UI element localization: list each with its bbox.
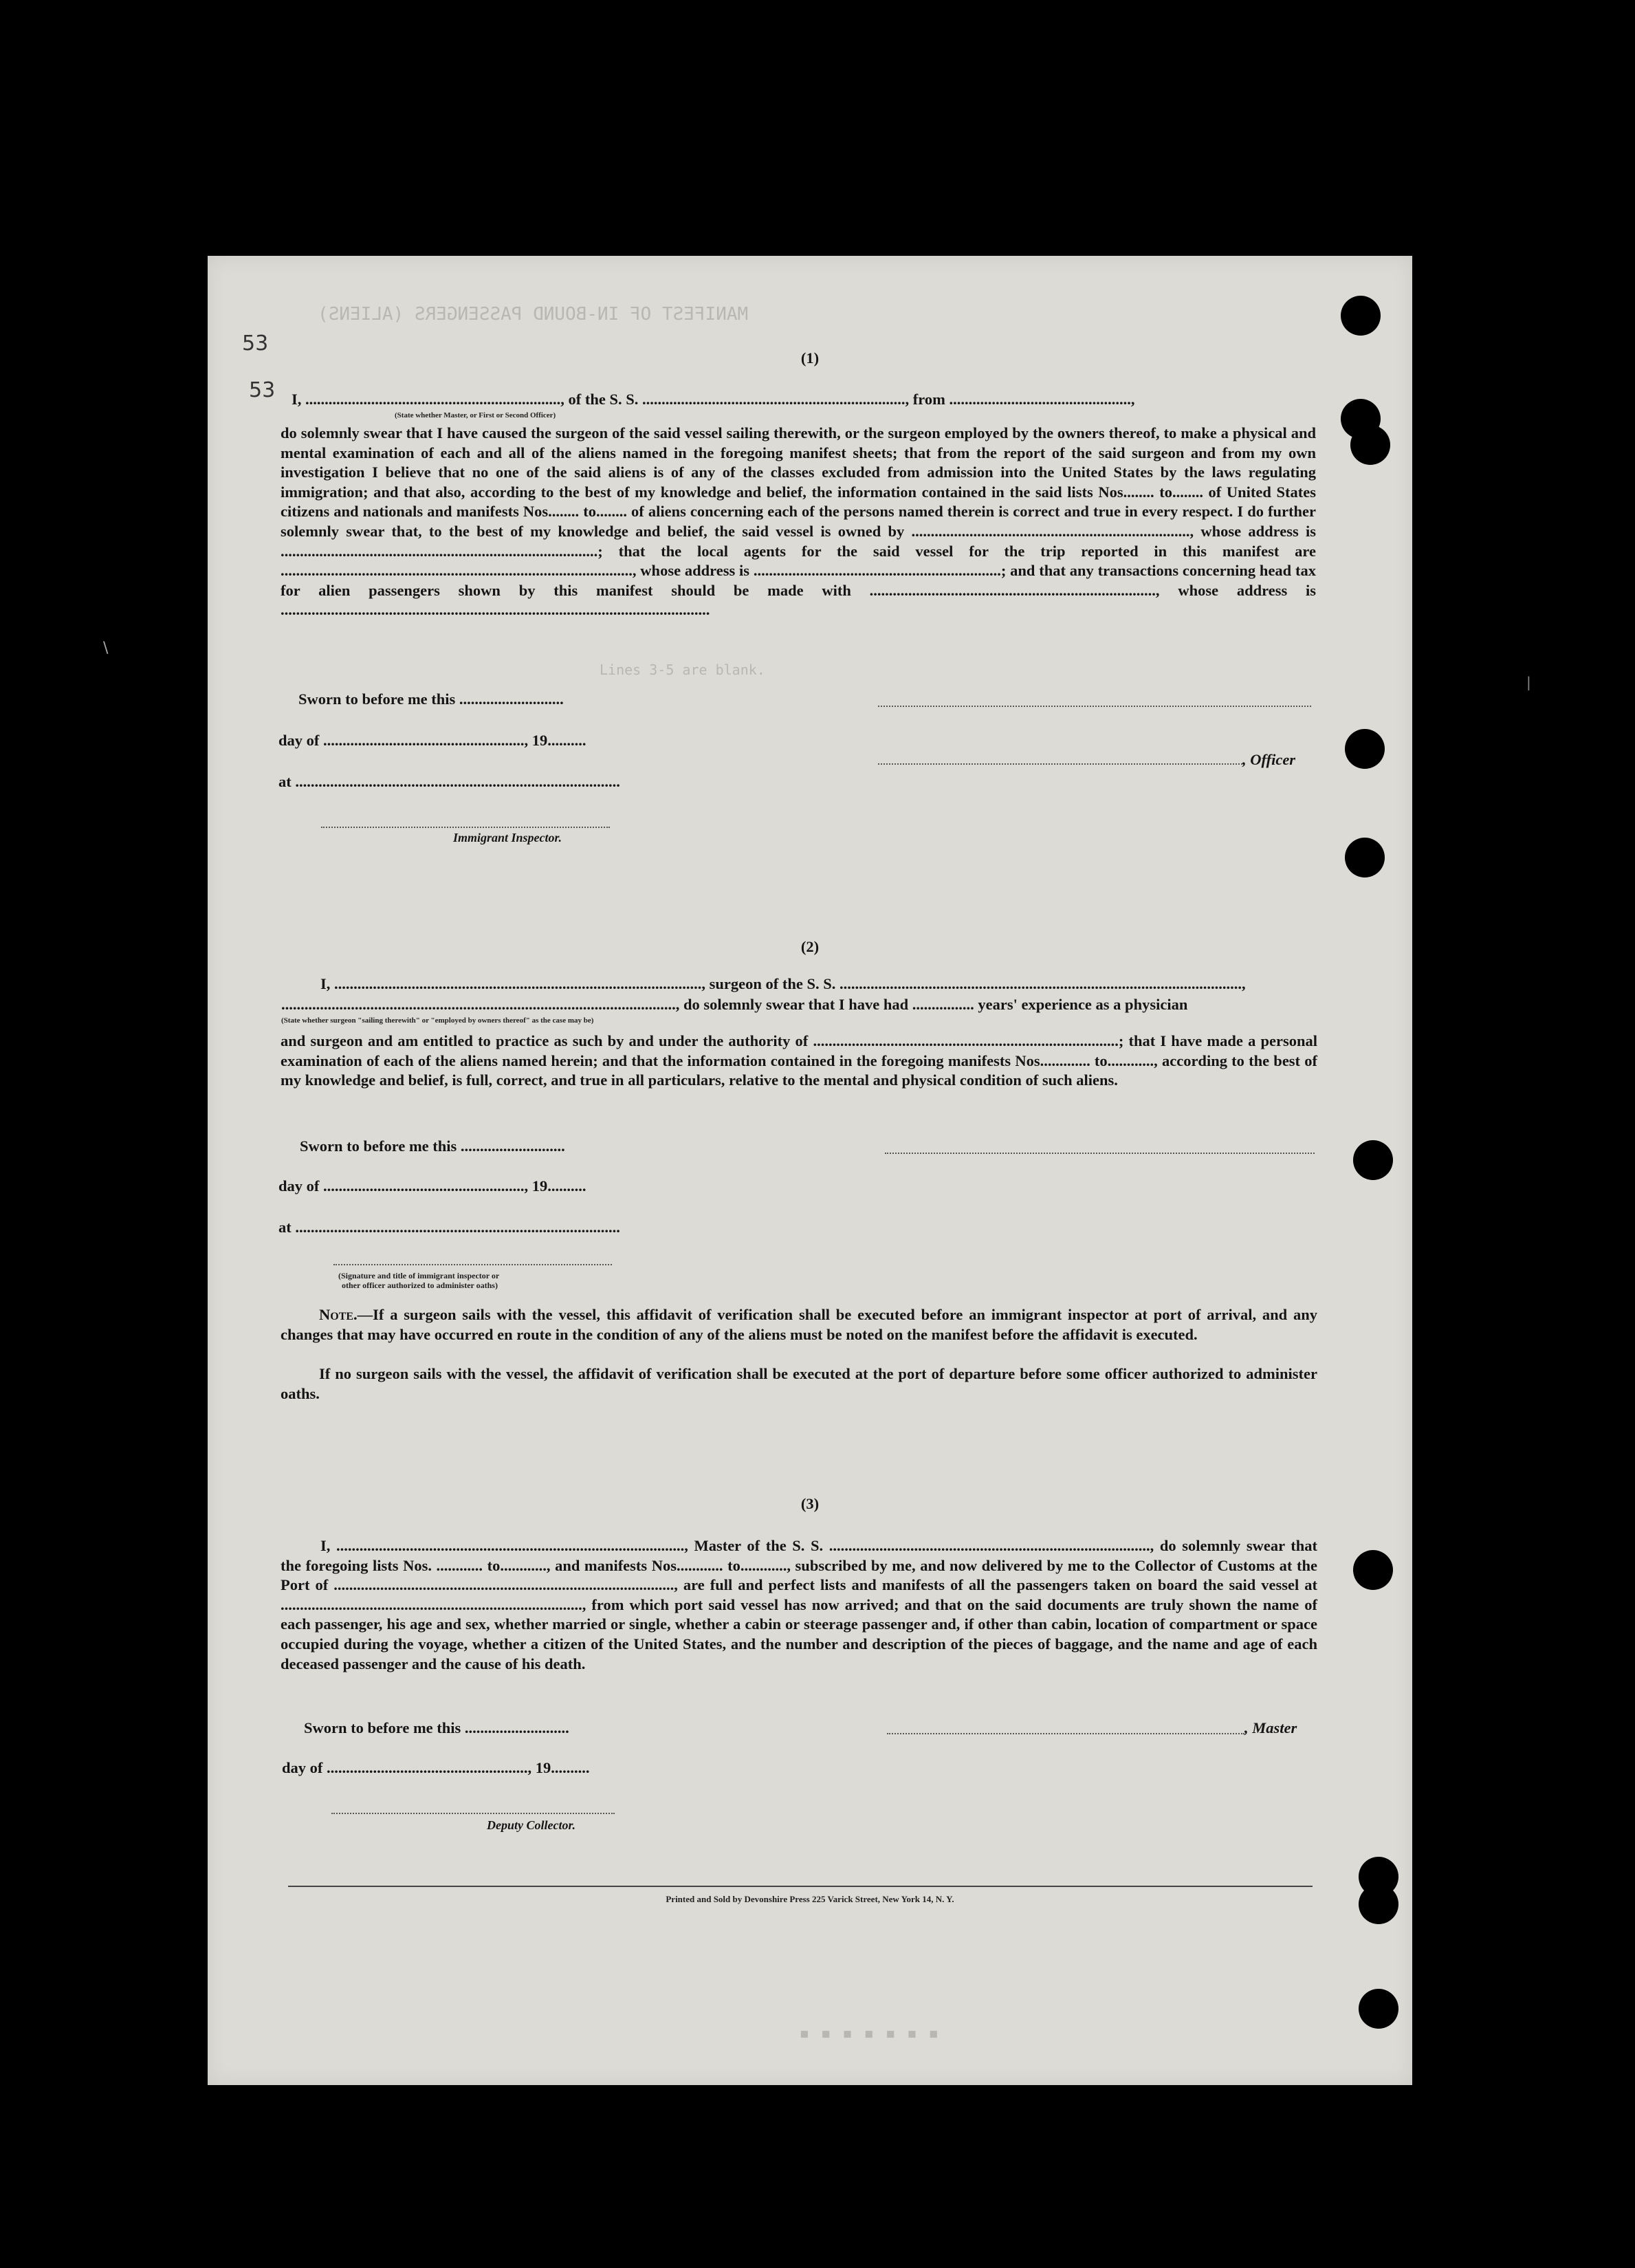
section-3-master-label: , Master: [1244, 1719, 1297, 1736]
section-3-collector-label: Deputy Collector.: [487, 1818, 575, 1832]
punch-hole-9: [1359, 1884, 1398, 1924]
punch-hole-5: [1345, 838, 1385, 877]
footer-rule: [288, 1886, 1313, 1887]
section-2-line-1: I, ..............................................................................................., surgeon of the S. S. ........................................................................................................,: [320, 975, 1246, 992]
punch-hole-4: [1345, 729, 1385, 769]
punch-hole-6: [1353, 1140, 1393, 1180]
section-1-inspector-line: [321, 827, 610, 828]
speck-2: |: [1526, 674, 1531, 690]
section-3-heading: (3): [800, 1495, 820, 1512]
note-text-1: —If a surgeon sails with the vessel, this affidavit of verification shall be executed before an immigrant inspector at port of arrival, and any changes that may have occurred en route in the condition of any of the aliens must be noted on the manifest before the affidavit is executed.: [281, 1306, 1317, 1343]
speck-1: \: [103, 640, 109, 657]
section-1-inspector-label: Immigrant Inspector.: [453, 831, 562, 844]
section-2-day: day of ...................................................., 19..........: [278, 1177, 586, 1195]
section-1-at: at ....................................................................................: [278, 773, 620, 790]
section-1-officer-line: [878, 763, 1242, 765]
faint-header-bleed: MANIFEST OF IN-BOUND PASSENGERS (ALIENS): [318, 304, 749, 325]
section-2-at: at ....................................................................................: [278, 1219, 620, 1236]
punch-hole-10: [1359, 1989, 1398, 2029]
margin-number-top: 53: [242, 331, 269, 356]
section-3-day: day of ...................................................., 19..........: [282, 1759, 590, 1776]
margin-number-left: 53: [249, 378, 276, 402]
punch-hole-1: [1341, 296, 1381, 336]
section-1-day: day of ...................................................., 19..........: [278, 732, 586, 749]
section-1-caption: (State whether Master, or First or Second Officer): [395, 411, 556, 419]
section-2-paragraph: and surgeon and am entitled to practice as such by and under the authority of ...............................................................................; that I have made a personal examination of each of the aliens named herein; and that the information contained in the foregoing manifests Nos............. to............, according to the best of my knowledge and belief, is full, correct, and true in all particulars, relative to the mental and physical condition of such aliens.: [281, 1032, 1317, 1089]
section-2-caption: (State whether surgeon "sailing therewith" or "employed by owners thereof" as the case may be): [281, 1016, 594, 1025]
note-label: Note.: [319, 1306, 358, 1323]
section-2-sig-caption-1: (Signature and title of immigrant inspector or: [338, 1271, 500, 1280]
punch-hole-7: [1353, 1550, 1393, 1590]
section-1-signature-line: [878, 706, 1311, 707]
section-3-master-line: [887, 1733, 1244, 1734]
section-2-note: [281, 1305, 1317, 1344]
section-1-sworn: Sworn to before me this ...........................: [298, 690, 564, 708]
section-2-sworn: Sworn to before me this ...........................: [300, 1137, 565, 1155]
section-1-paragraph: do solemnly swear that I have caused the surgeon of the said vessel sailing therewith, or the surgeon employed by the owners thereof, to make a physical and mental examination of each and all of the aliens named in the foregoing manifest sheets; that from the report of the said surgeon and from my own investigation I believe that no one of the said aliens is of any of the classes excluded from admission into the United States by the laws regulating immigration; and that also, according to the best of my knowledge and belief, the information contained in the said lists Nos........ to........ of United States citizens and nationals and manifests Nos........ to........ of aliens concerning each of the persons named therein is correct and true in every respect. I do further solemnly swear that, to the best of my knowledge and belief, the said vessel is owned by ........................................................................, whose address is ..................................................................................; that the local agents for the said vessel for the trip reported in this manifest are ..........................................................................................., whose address is ................................................................; and that any transactions concerning head tax for alien passengers shown by this manifest should be made with .........................................................................., whose address is ...............................................................................................................: [281, 424, 1316, 619]
section-3-paragraph: I, .........................................................................................., Master of the S. S. ..................................................................................., do solemnly swear that the foregoing lists Nos. ............ to............, and manifests Nos............ to............, subscribed by me, and now delivered by me to the Collector of Customs at the Port of ........................................................................................, are full and perfect lists and manifests of all the passengers taken on board the said vessel at .............................................................................., from which port said vessel has now arrived; and that on the said documents are truly shown the name of each passenger, his age and sex, whether married or single, whether a cabin or steerage passenger and, if other than cabin, location of compartment or space occupied during the voyage, whether a citizen of the United States, and the number and description of the pieces of baggage, and the name and age of each deceased passenger and the cause of his death.: [281, 1537, 1317, 1672]
faint-lines-note: Lines 3-5 are blank.: [600, 662, 765, 678]
section-2-heading: (2): [800, 938, 820, 955]
punch-hole-3: [1350, 425, 1390, 465]
section-2-note-2: If no surgeon sails with the vessel, the affidavit of verification shall be executed at the port of departure before some officer authorized to administer oaths.: [281, 1365, 1317, 1402]
section-2-sig-caption-2: other officer authorized to administer oaths): [342, 1280, 498, 1290]
printer-imprint: Printed and Sold by Devonshire Press 225 Varick Street, New York 14, N. Y.: [666, 1894, 954, 1904]
section-3-collector-line: [331, 1813, 615, 1814]
manifest-page: [208, 256, 1412, 2085]
section-1-first-line: I, .................................................................., of the S. S. ...................................................................., from ...............................................,: [292, 391, 1135, 408]
section-2-inspector-line: [333, 1264, 612, 1265]
section-1-officer-label: , Officer: [1242, 751, 1296, 768]
section-2-signature-line: [885, 1153, 1315, 1154]
section-1-heading: (1): [800, 349, 820, 367]
section-3-sworn: Sworn to before me this ...........................: [304, 1719, 569, 1736]
section-2-line-2: ......................................................................................................, do solemnly swear that I have had ................ years' experience as a physician: [281, 996, 1188, 1013]
faint-bottom-bleed: ▪ ▪ ▪ ▪ ▪ ▪ ▪: [799, 2023, 939, 2044]
